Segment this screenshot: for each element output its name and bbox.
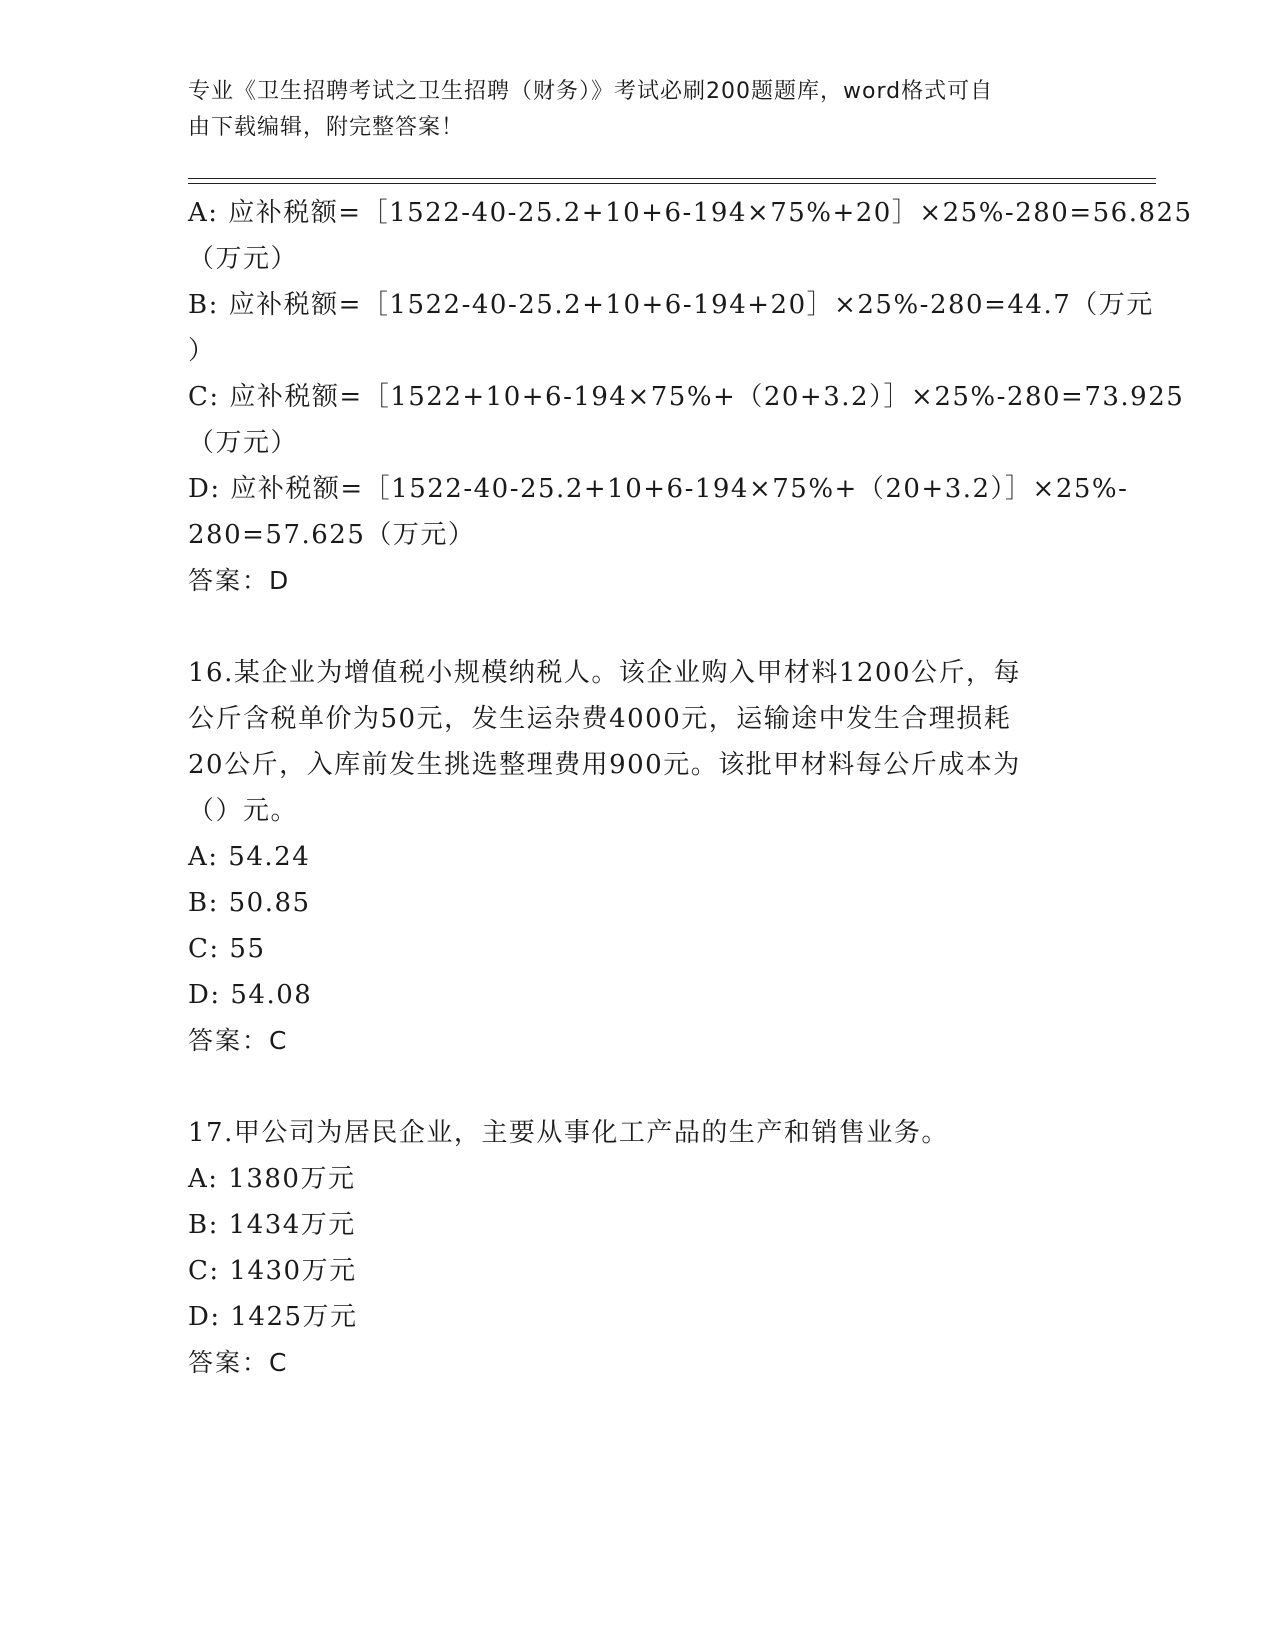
spacer [188, 1064, 1088, 1110]
q15-option-d-line-2: 280=57.625（万元） [188, 520, 476, 550]
header-rule-top [188, 178, 1156, 179]
q15-option-a-line-1: A: 应补税额=［1522-40-25.2+10+6-194×75%+20］×25%-280=56.825 [188, 198, 1193, 228]
q16-option-c: C: 55 [188, 934, 266, 964]
spacer [188, 604, 1088, 650]
q16-answer: 答案：C [188, 1026, 289, 1055]
question-15-options [188, 190, 1193, 604]
q17-option-a: A: 1380万元 [188, 1164, 356, 1194]
q15-option-b-line-1: B: 应补税额=［1522-40-25.2+10+6-194+20］×25%-280=44.7（万元 [188, 290, 1154, 320]
q15-option-a-line-2: （万元） [188, 244, 299, 274]
q16-stem-line-2: 公斤含税单价为50元，发生运杂费4000元，运输途中发生合理损耗 [188, 704, 1012, 734]
document-header [188, 74, 1068, 146]
q15-answer: 答案：D [188, 566, 291, 595]
q16-stem-line-3: 20公斤，入库前发生挑选整理费用900元。该批甲材料每公斤成本为 [188, 750, 1021, 780]
header-line-2: 由下载编辑，附完整答案！ [188, 115, 465, 140]
q17-option-d: D: 1425万元 [188, 1302, 358, 1332]
question-16 [188, 650, 1088, 1064]
q16-option-d: D: 54.08 [188, 980, 313, 1010]
q16-stem-line-1: 16.某企业为增值税小规模纳税人。该企业购入甲材料1200公斤，每 [188, 658, 1022, 688]
q17-option-c: C: 1430万元 [188, 1256, 357, 1286]
q17-answer: 答案：C [188, 1348, 289, 1377]
header-rule-bottom [188, 183, 1156, 184]
q15-option-c-line-2: （万元） [188, 428, 299, 458]
q16-option-a: A: 54.24 [188, 842, 311, 872]
header-line-1: 专业《卫生招聘考试之卫生招聘（财务）》考试必刷200题题库，word格式可自 [188, 79, 994, 104]
q16-option-b: B: 50.85 [188, 888, 311, 918]
q17-option-b: B: 1434万元 [188, 1210, 356, 1240]
q16-stem-line-4: （）元。 [188, 796, 299, 826]
question-content [188, 190, 1193, 1386]
q15-option-d-line-1: D: 应补税额=［1522-40-25.2+10+6-194×75%+（20+3.2）］×25%- [188, 474, 1129, 504]
q15-option-c-line-1: C: 应补税额=［1522+10+6-194×75%+（20+3.2）］×25%-280=73.925 [188, 382, 1185, 412]
question-17 [188, 1110, 1088, 1386]
q17-stem-line-1: 17.甲公司为居民企业，主要从事化工产品的生产和销售业务。 [188, 1118, 949, 1148]
q15-option-b-line-2: ） [188, 336, 216, 366]
